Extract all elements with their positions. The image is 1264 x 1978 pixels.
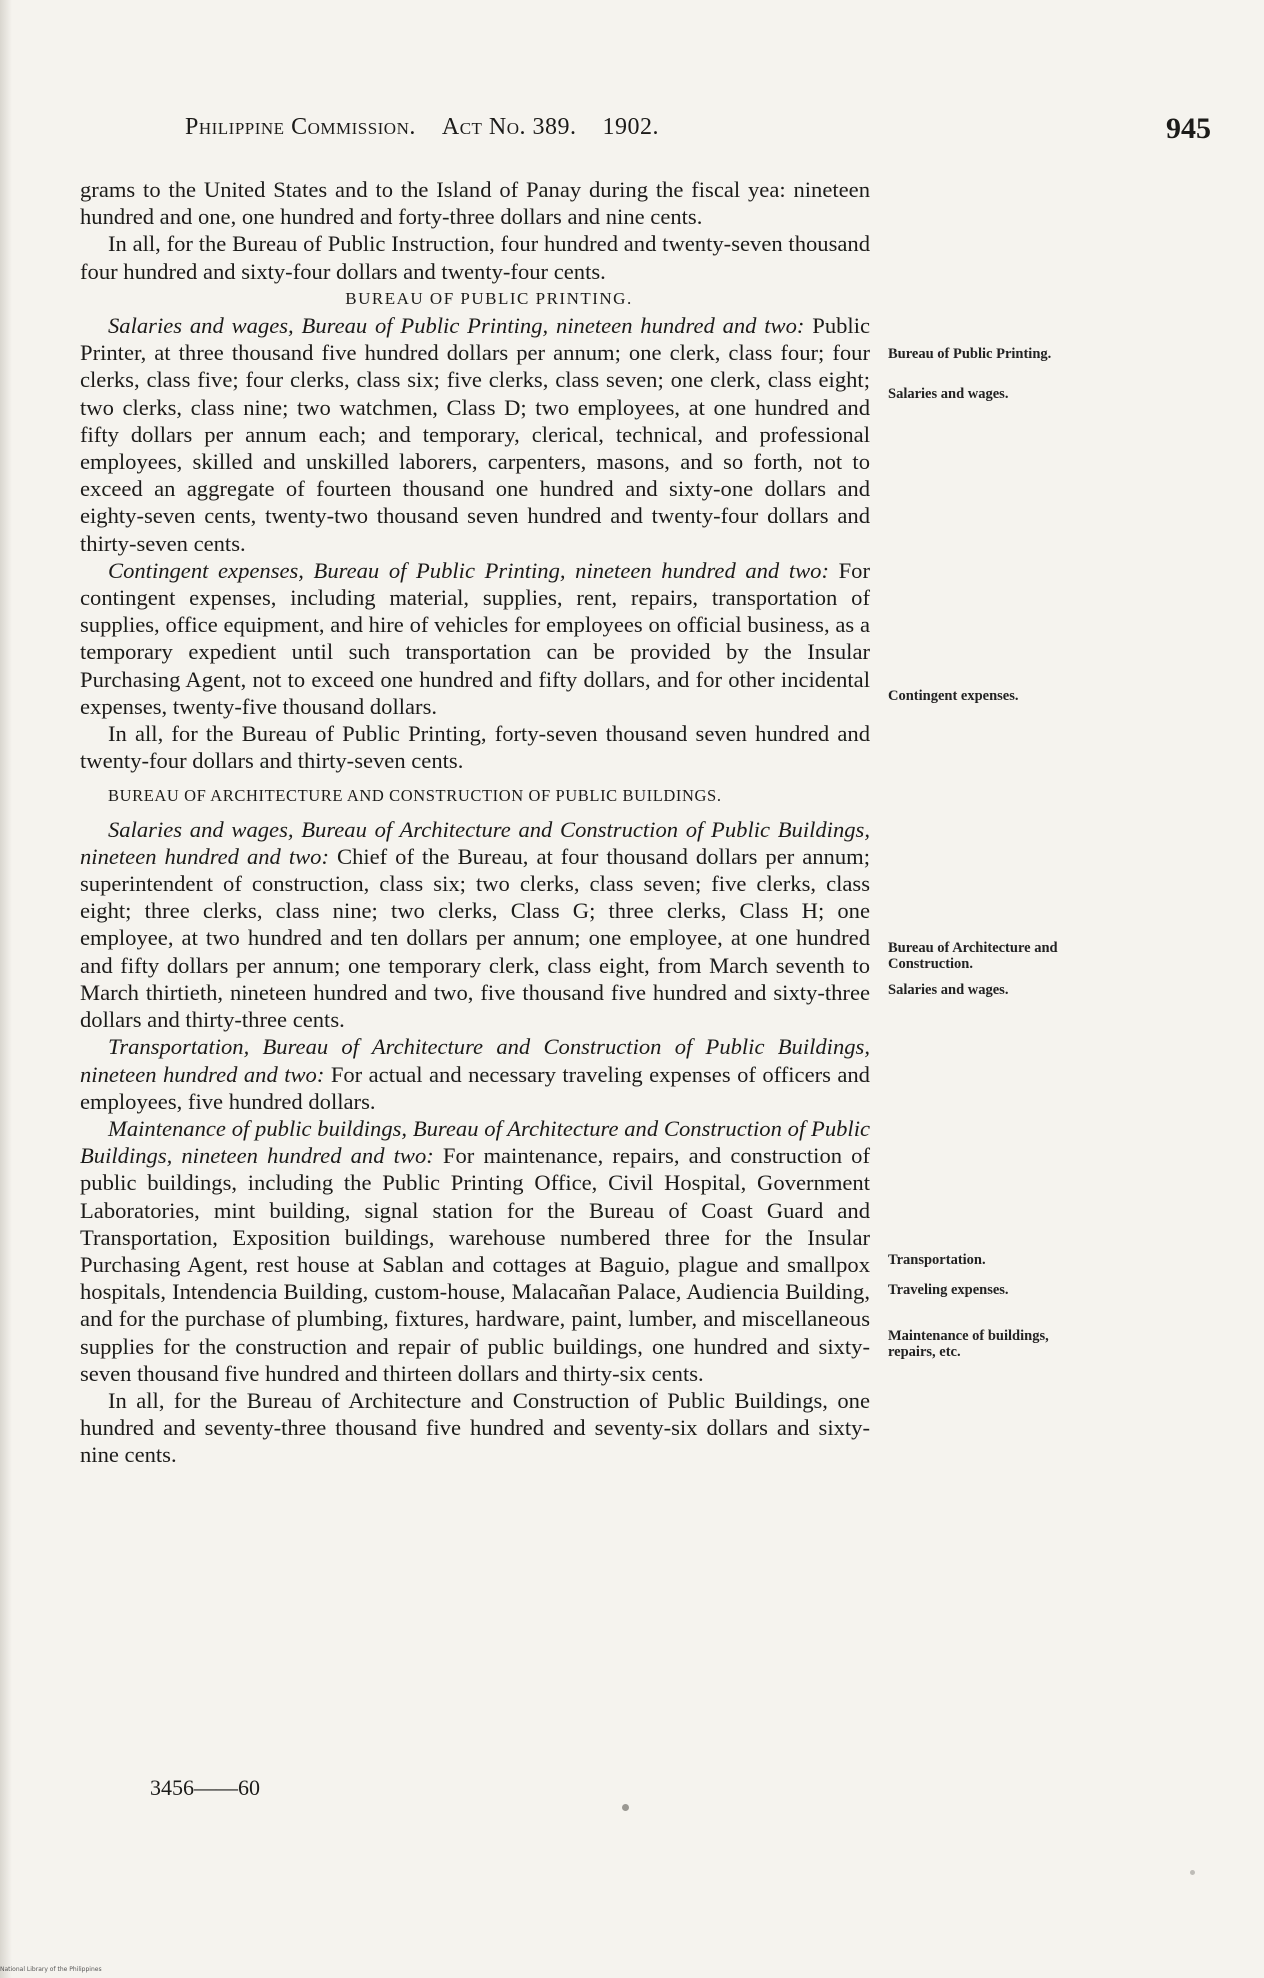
paragraph-printing-salaries (80, 312, 870, 557)
paragraph-total-printing: In all, for the Bureau of Public Printing, forty-seven thousand seven hundred and twenty-four dollars and thirty-seven cents. (80, 721, 870, 774)
item-title: Transportation, Bureau of Architecture and Construction of Public Buildings, nineteen hundred and two: (80, 1034, 870, 1087)
scan-speck (1190, 1870, 1195, 1875)
header-act: Act No. 389. (441, 114, 577, 140)
item-body: Chief of the Bureau, at four thousand dollars per annum; superintendent of construction, class six; two clerks, class seven; five clerks, class eight; three clerks, class nine; two clerks, Class G; three clerks, Class H; one employee, at two hundred and ten dollars per annum; one employee, at one hundred and fifty dollars per annum; one temporary clerk, class eight, from March seventh to March thirtieth, nineteen hundred and two, five thousand five hundred and sixty-three dollars and thirty-three cents. (80, 843, 870, 1033)
margin-note-salaries: Salaries and wages. (888, 386, 1009, 402)
scan-edge-shadow (0, 0, 12, 1978)
paragraph-total-instruction: In all, for the Bureau of Public Instruction, four hundred and twenty-seven thousand four hundred and sixty-four dollars and twenty-four cents. (80, 231, 870, 284)
item-title: Salaries and wages, Bureau of Architecture and Construction of Public Buildings, nineteen hundred and two: (80, 816, 870, 869)
running-header (185, 114, 885, 141)
item-title: Contingent expenses, Bureau of Public Printing, nineteen hundred and two: (108, 557, 829, 583)
paragraph-total-architecture: In all, for the Bureau of Architecture and Construction of Public Buildings, one hundred and seventy-three thousand five hundred and seventy-six dollars and sixty-nine cents. (80, 1387, 870, 1468)
section-heading-architecture: BUREAU OF ARCHITECTURE AND CONSTRUCTION OF PUBLIC BUILDINGS. (108, 786, 722, 806)
margin-note-salaries-2: Salaries and wages. (888, 982, 1009, 998)
margin-note-transportation: Transportation. (888, 1252, 986, 1268)
printer-signature-mark: 3456——60 (150, 1775, 260, 1800)
paragraph-architecture-salaries (80, 816, 870, 1034)
paragraph-architecture-maintenance (80, 1115, 870, 1387)
item-body: For maintenance, repairs, and construction of public buildings, including the Public Printing Office, Civil Hospital, Government Laboratories, mint building, signal station for the Bureau of Coast Guard and Transportation, Exposition buildings, warehouse numbered three for the Insular Purchasing Agent, rest house at Sablan and cottages at Baguio, plague and smallpox hospitals, Intendencia Building, custom-house, Malacañan Palace, Audiencia Building, and for the purchase of plumbing, fixtures, hardware, paint, lumber, and miscellaneous supplies for the construction and repair of public buildings, one hundred and sixty-seven thousand five hundred and thirteen dollars and thirty-six cents. (80, 1143, 870, 1386)
section-heading-printing: BUREAU OF PUBLIC PRINTING. (345, 288, 633, 308)
margin-note-traveling: Traveling expenses. (888, 1282, 1009, 1298)
item-body: Public Printer, at three thousand five hundred dollars per annum; one clerk, class four; four clerks, class five; four clerks, class six; five clerks, class seven; one clerk, class eight; two clerks, class nine; two watchmen, Class D; two employees, at one hundred and fifty dollars per annum each; and temporary, clerical, technical, and professional employees, skilled and unskilled laborers, carpenters, masons, and so forth, not to exceed an aggregate of fourteen thousand one hundred and sixty-one dollars and eighty-seven cents, twenty-two thousand seven hundred and twenty-four dollars and thirty-seven cents. (80, 313, 871, 556)
margin-note-maintenance: Maintenance of buildings, repairs, etc. (888, 1328, 1049, 1360)
margin-note-contingent: Contingent expenses. (888, 688, 1019, 704)
header-commission: Philippine Commission. (185, 114, 416, 140)
page-number: 945 (1166, 112, 1211, 145)
item-title: Salaries and wages, Bureau of Public Printing, nineteen hundred and two: (108, 313, 805, 339)
paragraph-architecture-transportation (80, 1033, 870, 1115)
item-body: For actual and necessary traveling expenses of officers and employees, five hundred dollars. (80, 1061, 870, 1114)
item-body: For contingent expenses, including material, supplies, rent, repairs, transportation of supplies, office equipment, and hire of vehicles for employees on official business, as a temporary expedient until such transportation can be provided by the Insular Purchasing Agent, not to exceed one hundred and fifty dollars, and for other incidental expenses, twenty-five thousand dollars. (80, 557, 870, 719)
scan-speck (622, 1804, 629, 1811)
body-text (80, 176, 870, 1469)
paragraph-printing-contingent (80, 557, 870, 720)
margin-note-bureau-architecture: Bureau of Architecture and Construction. (888, 940, 1058, 972)
item-title: Maintenance of public buildings, Bureau of Architecture and Construction of Public Buildings, nineteen hundred and two: (80, 1115, 870, 1169)
scan-credit: National Library of the Philippines (0, 1966, 102, 1973)
paragraph-continuation: grams to the United States and to the Island of Panay during the fiscal yea: nineteen hundred and one, one hundred and forty-three dollars and nine cents. (80, 177, 870, 230)
margin-note-bureau-printing: Bureau of Public Printing. (888, 346, 1052, 362)
header-year: 1902. (602, 114, 660, 140)
